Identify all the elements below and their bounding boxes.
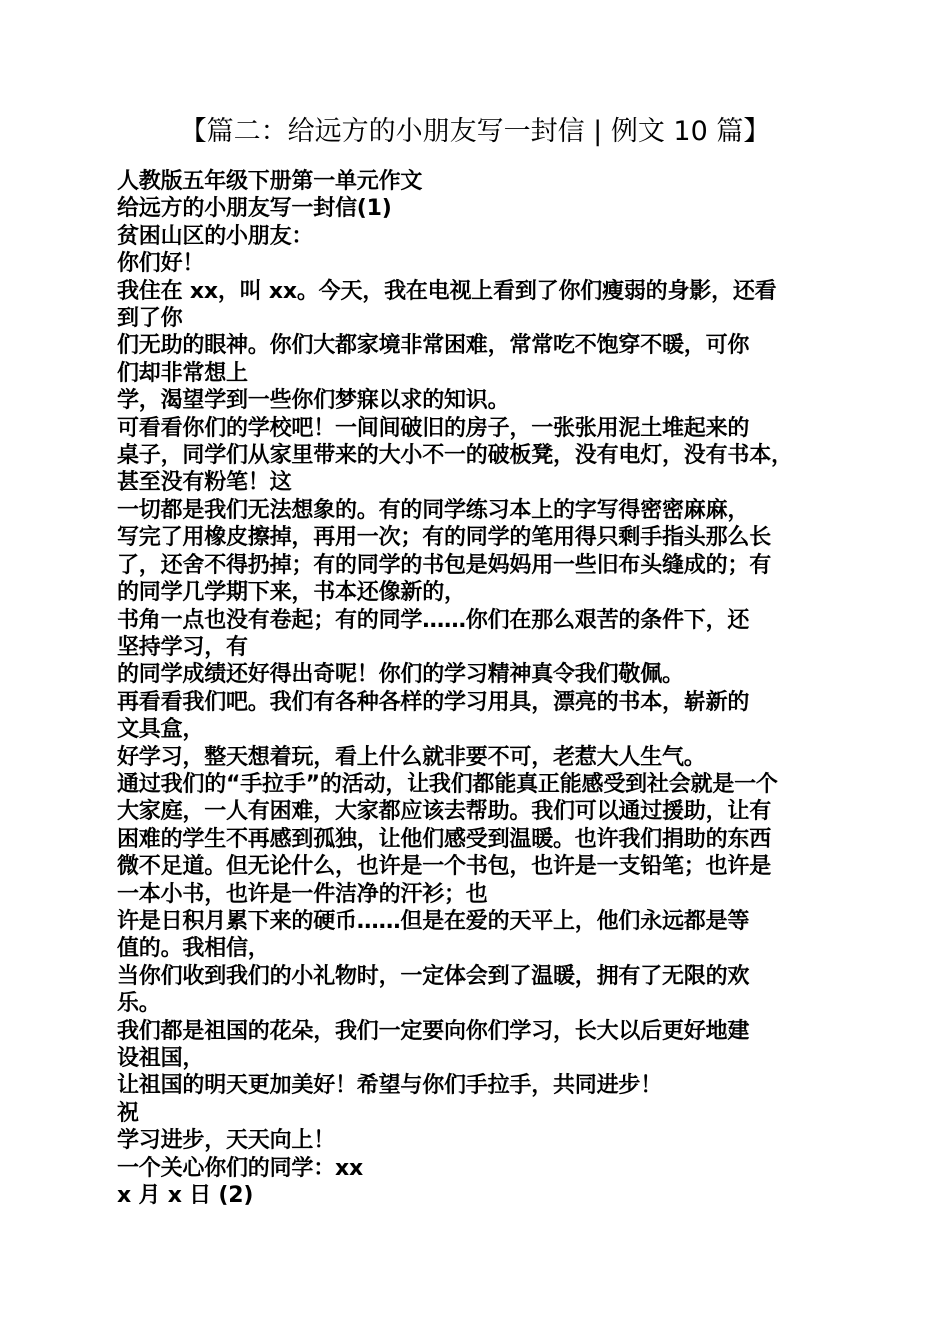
- text-line: 写完了用橡皮擦掉，再用一次；有的同学的笔用得只剩手指头那么长: [117, 525, 772, 551]
- text-line: 通过我们的“手拉手”的活动，让我们都能真正能感受到社会就是一个: [117, 771, 778, 797]
- text-line: 桌子，同学们从家里带来的大小不一的破板凳，没有电灯，没有书本，: [117, 443, 793, 469]
- text-line: 当你们收到我们的小礼物时，一定体会到了温暖，拥有了无限的欢: [117, 963, 750, 989]
- text-line: 可看看你们的学校吧！一间间破旧的房子，一张张用泥土堆起来的: [117, 415, 750, 441]
- text-line: 人教版五年级下册第一单元作文: [117, 169, 423, 194]
- text-line: 再看看我们吧。我们有各种各样的学习用具，漂亮的书本，崭新的: [117, 689, 750, 715]
- text-line: 微不足道。但无论什么，也许是一个书包，也许是一支铅笔；也许是: [117, 854, 772, 880]
- text-line: 一个关心你们的同学：xx: [117, 1155, 363, 1181]
- text-line: 的同学成绩还好得出奇呢！你们的学习精神真令我们敬佩。: [117, 662, 684, 688]
- text-line: 祝: [117, 1100, 139, 1126]
- text-line: 们无助的眼神。你们大都家境非常困难，常常吃不饱穿不暖，可你: [117, 333, 750, 359]
- text-line: 给远方的小朋友写一封信(1): [117, 196, 392, 222]
- text-line: 让祖国的明天更加美好！希望与你们手拉手，共同进步！: [117, 1073, 663, 1099]
- letter-body: [117, 168, 857, 1209]
- text-line: 一切都是我们无法想象的。有的同学练习本上的字写得密密麻麻，: [117, 497, 750, 523]
- text-line: 许是日积月累下来的硬币……但是在爱的天平上，他们永远都是等: [117, 908, 750, 934]
- text-line: 的同学几学期下来，书本还像新的，: [117, 580, 466, 606]
- text-line: 你们好！: [117, 251, 205, 277]
- text-line: 甚至没有粉笔！这: [117, 470, 292, 496]
- text-line: 值的。我相信，: [117, 936, 270, 962]
- text-line: 贫困山区的小朋友：: [117, 223, 314, 249]
- text-line: 了，还舍不得扔掉；有的同学的书包是妈妈用一些旧布头缝成的；有: [117, 552, 772, 578]
- text-line: 们却非常想上: [117, 360, 248, 386]
- text-line: 到了你: [117, 306, 183, 332]
- text-line: 我住在 xx，叫 xx。今天，我在电视上看到了你们瘦弱的身影，还看: [117, 278, 777, 304]
- text-line: x 月 x 日 (2): [117, 1183, 254, 1209]
- text-line: 大家庭，一人有困难，大家都应该去帮助。我们可以通过援助，让有: [117, 799, 772, 825]
- text-line: 设祖国，: [117, 1046, 205, 1071]
- document-title: 【篇二：给远方的小朋友写一封信 | 例文 10 篇】: [179, 116, 771, 147]
- text-line: 学习进步，天天向上！: [117, 1128, 336, 1154]
- text-line: 书角一点也没有卷起；有的同学……你们在那么艰苦的条件下，还: [117, 607, 750, 633]
- text-line: 困难的学生不再感到孤独，让他们感受到温暖。也许我们捐助的东西: [117, 826, 772, 852]
- text-line: 我们都是祖国的花朵，我们一定要向你们学习，长大以后更好地建: [117, 1018, 750, 1044]
- text-line: 文具盒，: [117, 717, 205, 743]
- text-line: 好学习，整天想着玩，看上什么就非要不可，老惹大人生气。: [117, 744, 706, 770]
- text-line: 坚持学习，有: [117, 634, 248, 660]
- text-line: 一本小书，也许是一件洁净的汗衫；也: [117, 881, 488, 907]
- text-line: 乐。: [117, 991, 161, 1017]
- text-line: 学，渴望学到一些你们梦寐以求的知识。: [117, 388, 510, 414]
